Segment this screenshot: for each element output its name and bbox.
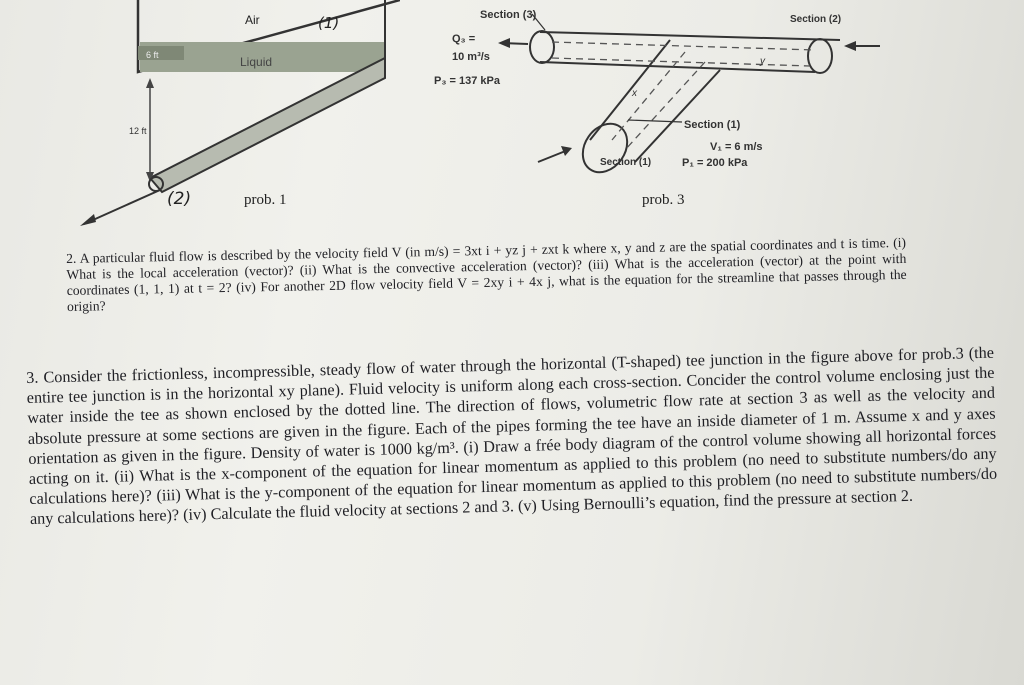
bottom-section-label: (2) [167,189,192,209]
height-label: 12 ft [129,126,147,136]
problem-3-text: 3. Consider the frictionless, incompressible, steady flow of water through the horizontal (T-shaped) tee junction in the figure above for prob.3 (the entire tee junction is in the horizontal xy plane). Fluid velocity is uniform along each cross-section. Concider the control volume enclosing just the water inside the tee as shown enclosed by the dotted line. The direction of flows, volumetric flow rate at section 3 as well as the velocity and absolute pressure at some sections are given in the figure. Each of the pipes forming the tee have an inside diameter of 1 m. Assume x and y axes orientation as given in the figure. Density of water is 1000 kg/m³. (i) Draw a frée body diagram of the control volume showing all horizontal forces acting on it. (ii) What is the x-component of the equation for linear momentum as applied to this problem (no need to substitute numbers/do any calculations here)? (iii) What is the y-component of the equation for linear momentum as applied to this problem (no need to substitute numbers/do any calculations here)? (iv) Calculate the fluid velocity at sections 2 and 3. (v) Using Bernoulli’s equation, find the pressure at section 2. [26,343,998,529]
figure-prob1 [0,0,400,240]
dim-arrow-top [146,78,154,88]
section1-end [574,115,637,181]
left-dimension-label: 6 ft [146,50,159,60]
prob1-caption: prob. 1 [244,192,287,208]
prob3-caption: prob. 3 [642,192,685,208]
air-label: Air [245,13,260,27]
v1-value: V₁ = 6 m/s [710,141,763,153]
figure-prob3 [420,0,880,215]
arrow-head-3 [498,38,510,48]
pipe-flow-arrow [84,190,160,224]
q3-label: Q₃ = [452,33,476,45]
section1-left-label: Section (1) [600,157,652,168]
arrow-head-2 [844,41,856,51]
arrow-head [80,214,96,226]
y-axis-label: y [760,56,765,67]
section1-label: (1) [318,14,340,32]
section2-end [808,39,832,73]
q3-value: 10 m³/s [452,51,490,63]
liquid-label: Liquid [240,55,273,69]
x-axis-label: x [632,88,637,99]
branch-pipe [590,40,720,162]
p1-value: P₁ = 200 kPa [682,157,748,169]
liquid-left-tab [138,46,184,60]
section2-title: Section (2) [790,14,842,25]
p3-value: P₃ = 137 kPa [434,75,500,87]
section1-right-label: Section (1) [684,119,741,131]
arrow-head-1 [561,146,572,156]
section3-end [530,31,554,63]
section3-title: Section (3) [480,9,537,21]
inclined-pipe [150,58,385,192]
problem-2-text: 2. A particular fluid flow is described by the velocity field V (in m/s) = 3xt i + yz j + zxt k where x, y and z are the spatial coordinates and t is time. (i) What is the local acceleration (vector)? (ii) What is the convective acceleration (vector)? (iii) What is the acceleration (vector) at the point with coordinates (1, 1, 1) at t = 2? (iv) For another 2D flow velocity field V = 2xy i + 4x j, what is the equation for the streamline that passes through the origin? [66,234,907,314]
